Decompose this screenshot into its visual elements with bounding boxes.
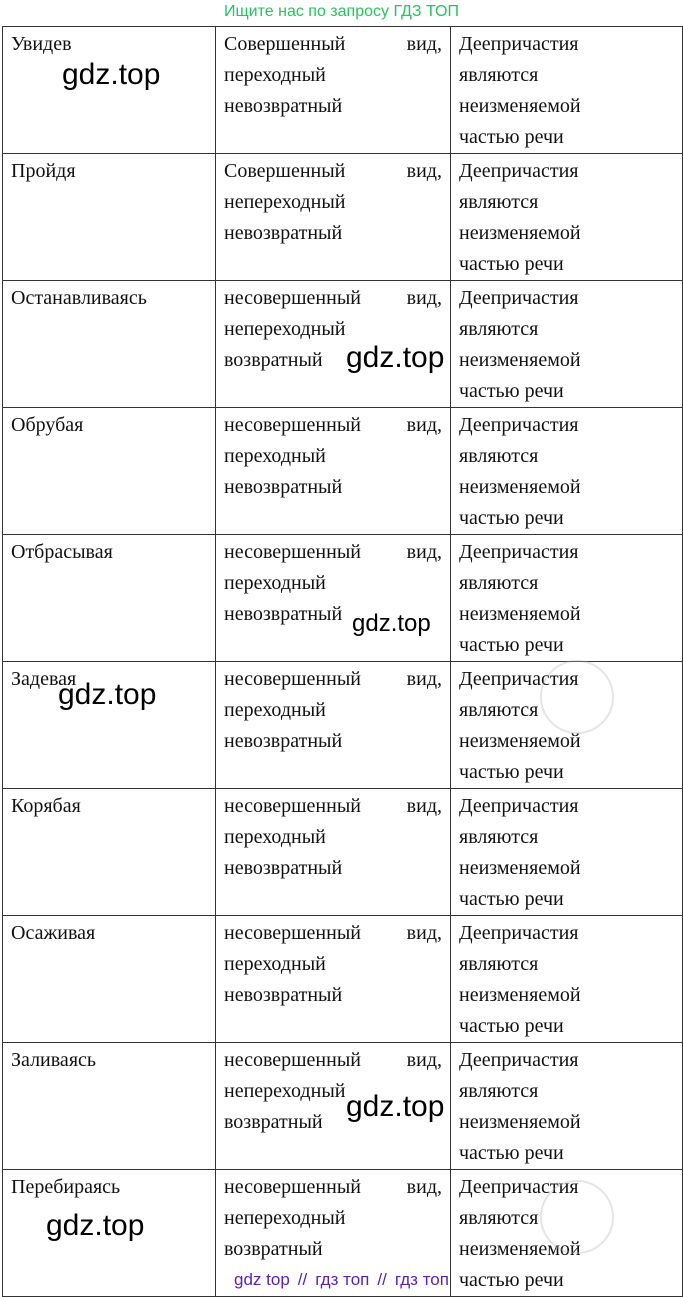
explanation-line: Деепричастия bbox=[459, 1176, 579, 1198]
explanation-line: Деепричастия bbox=[459, 668, 579, 690]
gerund-word-cell bbox=[3, 916, 216, 1043]
explanation-line: неизменяемой bbox=[459, 1111, 581, 1133]
grammar-feature-line: несовершенный вид, bbox=[224, 287, 442, 309]
explanation-line: частью речи bbox=[459, 126, 564, 148]
gerund-word-cell bbox=[3, 281, 216, 408]
grammar-feature-line: Совершенный вид, bbox=[224, 160, 442, 182]
gerund-word: Обрубая bbox=[11, 414, 84, 436]
explanation-cell bbox=[451, 27, 683, 154]
explanation-line: неизменяемой bbox=[459, 95, 581, 117]
grammar-features-cell bbox=[216, 916, 451, 1043]
footer-separator: // bbox=[297, 1270, 308, 1289]
gerund-word: Увидев bbox=[11, 33, 72, 55]
table-row bbox=[3, 281, 683, 408]
watermark-gdz-top: gdz.top bbox=[62, 58, 161, 91]
explanation-line: частью речи bbox=[459, 1015, 564, 1037]
explanation-line: частью речи bbox=[459, 1269, 564, 1291]
grammar-feature-line: возвратный bbox=[224, 349, 323, 371]
explanation-line: Деепричастия bbox=[459, 33, 579, 55]
grammar-feature-line: невозвратный bbox=[224, 730, 343, 752]
footer-separator: // bbox=[377, 1270, 387, 1289]
explanation-line: неизменяемой bbox=[459, 730, 581, 752]
explanation-line: являются bbox=[459, 64, 539, 86]
grammar-feature-line: несовершенный вид, bbox=[224, 668, 442, 690]
explanation-line: являются bbox=[459, 572, 539, 594]
explanation-line: являются bbox=[459, 826, 539, 848]
grammar-feature-line: невозвратный bbox=[224, 476, 343, 498]
table-row bbox=[3, 1043, 683, 1170]
explanation-line: Деепричастия bbox=[459, 287, 579, 309]
explanation-line: неизменяемой bbox=[459, 349, 581, 371]
explanation-cell bbox=[451, 408, 683, 535]
table-row bbox=[3, 535, 683, 662]
gerund-word-cell bbox=[3, 154, 216, 281]
watermark-gdz-top: gdz.top bbox=[58, 678, 157, 711]
grammar-feature-line: несовершенный вид, bbox=[224, 795, 442, 817]
explanation-line: неизменяемой bbox=[459, 1238, 581, 1260]
gerund-word: Отбрасывая bbox=[11, 541, 113, 563]
table-row bbox=[3, 408, 683, 535]
watermark-gdz-top: gdz.top bbox=[346, 1090, 445, 1123]
explanation-line: частью речи bbox=[459, 761, 564, 783]
grammar-features-cell bbox=[216, 535, 451, 662]
explanation-cell bbox=[451, 916, 683, 1043]
grammar-feature-line: невозвратный bbox=[224, 95, 343, 117]
gerund-word-cell bbox=[3, 789, 216, 916]
gerund-word-cell bbox=[3, 1043, 216, 1170]
grammar-feature-line: несовершенный вид, bbox=[224, 541, 442, 563]
watermark-gdz-top: gdz.top bbox=[352, 610, 431, 637]
faded-stamp-icon bbox=[540, 660, 614, 734]
explanation-cell bbox=[451, 789, 683, 916]
faded-stamp-icon bbox=[540, 1180, 614, 1254]
grammar-features-cell bbox=[216, 27, 451, 154]
table-row bbox=[3, 154, 683, 281]
explanation-cell bbox=[451, 1043, 683, 1170]
explanation-line: неизменяемой bbox=[459, 222, 581, 244]
grammar-feature-line: переходный bbox=[224, 699, 326, 721]
explanation-line: являются bbox=[459, 1080, 539, 1102]
watermark-gdz-top: gdz.top bbox=[346, 341, 445, 374]
grammar-feature-line: переходный bbox=[224, 826, 326, 848]
footer-link-gdz-top[interactable]: gdz top bbox=[234, 1270, 290, 1289]
explanation-line: Деепричастия bbox=[459, 922, 579, 944]
grammar-feature-line: непереходный bbox=[224, 1080, 346, 1102]
explanation-line: неизменяемой bbox=[459, 857, 581, 879]
explanation-line: частью речи bbox=[459, 634, 564, 656]
explanation-line: являются bbox=[459, 445, 539, 467]
explanation-line: частью речи bbox=[459, 507, 564, 529]
gerund-word: Перебираясь bbox=[11, 1176, 121, 1198]
gerund-word: Осаживая bbox=[11, 922, 96, 944]
grammar-feature-line: переходный bbox=[224, 445, 326, 467]
explanation-line: Деепричастия bbox=[459, 541, 579, 563]
explanation-line: являются bbox=[459, 318, 539, 340]
gerund-word-cell bbox=[3, 535, 216, 662]
explanation-line: являются bbox=[459, 191, 539, 213]
explanation-line: Деепричастия bbox=[459, 795, 579, 817]
explanation-line: неизменяемой bbox=[459, 984, 581, 1006]
explanation-line: Деепричастия bbox=[459, 414, 579, 436]
grammar-feature-line: несовершенный вид, bbox=[224, 922, 442, 944]
footer-link-gdz-top-ru-2[interactable]: гдз топ bbox=[394, 1270, 449, 1289]
explanation-line: неизменяемой bbox=[459, 603, 581, 625]
grammar-feature-line: непереходный bbox=[224, 1207, 346, 1229]
table-row bbox=[3, 916, 683, 1043]
grammar-feature-line: невозвратный bbox=[224, 603, 343, 625]
explanation-line: неизменяемой bbox=[459, 476, 581, 498]
grammar-features-cell bbox=[216, 662, 451, 789]
explanation-line: Деепричастия bbox=[459, 160, 579, 182]
explanation-line: являются bbox=[459, 953, 539, 975]
grammar-feature-line: переходный bbox=[224, 953, 326, 975]
gerund-word: Задевая bbox=[11, 668, 77, 690]
grammar-feature-line: невозвратный bbox=[224, 857, 343, 879]
grammar-feature-line: несовершенный вид, bbox=[224, 1049, 442, 1071]
grammar-feature-line: несовершенный вид, bbox=[224, 414, 442, 436]
explanation-cell bbox=[451, 154, 683, 281]
grammar-feature-line: невозвратный bbox=[224, 222, 343, 244]
grammar-feature-line: невозвратный bbox=[224, 984, 343, 1006]
grammar-feature-line: возвратный bbox=[224, 1238, 323, 1260]
grammar-features-cell bbox=[216, 789, 451, 916]
explanation-line: Деепричастия bbox=[459, 1049, 579, 1071]
grammar-feature-line: Совершенный вид, bbox=[224, 33, 442, 55]
explanation-cell bbox=[451, 281, 683, 408]
explanation-line: частью речи bbox=[459, 888, 564, 910]
top-banner: Ищите нас по запросу ГДЗ ТОП bbox=[224, 3, 459, 20]
grammar-feature-line: непереходный bbox=[224, 318, 346, 340]
explanation-cell bbox=[451, 535, 683, 662]
grammar-feature-line: несовершенный вид, bbox=[224, 1176, 442, 1198]
footer-links bbox=[0, 1268, 683, 1292]
explanation-line: являются bbox=[459, 699, 539, 721]
grammar-feature-line: переходный bbox=[224, 64, 326, 86]
explanation-line: частью речи bbox=[459, 253, 564, 275]
grammar-feature-line: переходный bbox=[224, 572, 326, 594]
explanation-line: являются bbox=[459, 1207, 539, 1229]
table-row bbox=[3, 789, 683, 916]
explanation-line: частью речи bbox=[459, 1142, 564, 1164]
watermark-gdz-top: gdz.top bbox=[46, 1209, 145, 1242]
gerund-word: Корябая bbox=[11, 795, 81, 817]
gerund-word: Пройдя bbox=[11, 160, 76, 182]
gerund-word: Заливаясь bbox=[11, 1049, 97, 1071]
explanation-line: частью речи bbox=[459, 380, 564, 402]
grammar-features-cell bbox=[216, 408, 451, 535]
gerund-word-cell bbox=[3, 408, 216, 535]
gerund-word: Останавливаясь bbox=[11, 287, 147, 309]
grammar-feature-line: возвратный bbox=[224, 1111, 323, 1133]
grammar-feature-line: непереходный bbox=[224, 191, 346, 213]
footer-link-gdz-top-ru[interactable]: гдз топ bbox=[315, 1270, 370, 1289]
grammar-features-cell bbox=[216, 154, 451, 281]
